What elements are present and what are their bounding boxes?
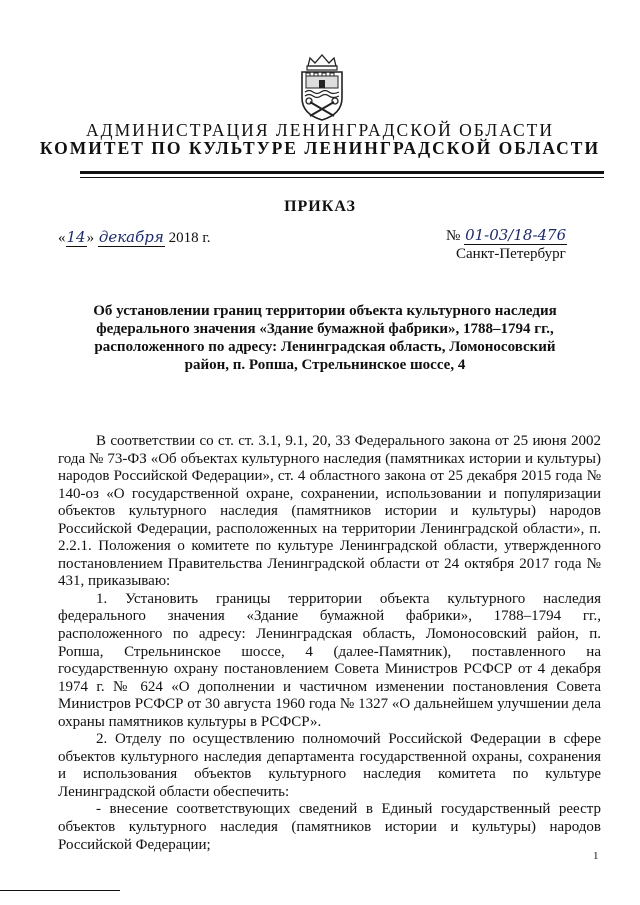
date-day: 14	[66, 228, 86, 246]
item-2-paragraph: 2. Отделу по осуществлению полномочий Российской Федерации в сфере объектов культурного наследия департамента государственной охраны, сохранения и использования объектов культурного наследия комитета по культуре Ленинградской области обеспечить:	[58, 731, 601, 800]
number-value: 01-03/18-476	[465, 226, 567, 244]
order-subject: Об установлении границ территории объекта культурного наследия федерального значения «Здание бумажной фабрики», 1788–1794 гг., расположенного по адресу: Ленинградская область, Ломоносовский район, п. Ропша, Стрельнинское шоссе, 4	[93, 303, 557, 373]
date-month: декабря	[98, 228, 164, 246]
order-body	[58, 433, 601, 854]
order-city: Санкт-Петербург	[456, 246, 566, 262]
item-2-bullet: - внесение соответствующих сведений в Единый государственный реестр объектов культурного наследия (памятников истории и культуры) народов Российской Федерации;	[58, 801, 601, 853]
order-number	[446, 226, 567, 245]
preamble-paragraph: В соответствии со ст. ст. 3.1, 9.1, 20, 33 Федерального закона от 25 июня 2002 года № 73-ФЗ «Об объектах культурного наследия (памятниках истории и культуры) народов Российской Федерации», ст. 4 областного закона от 25 декабря 2015 года № 140-оз «О государственной охране, сохранении, использовании и популяризации объектов культурного наследия (памятников истории и культуры) народов Российской Федерации, расположенных на территории Ленинградской области», п. 2.2.1. Положения о комитете по культуре Ленинградской области, утвержденного постановлением Правительства Ленинградской области от 24 октября 2017 года № 431, приказываю:	[58, 433, 601, 590]
header-divider-thick	[80, 171, 604, 174]
date-year: 2018 г.	[168, 230, 211, 246]
item-1-paragraph: 1. Установить границы территории объекта культурного наследия федерального значения «Здание бумажной фабрики», 1788–1794 гг., расположенного по адресу: Ленинградская область, Ломоносовский район, п. Ропша, Стрельнинское шоссе, 4 (далее-Памятник), поставленного на государственную охрану постановлением Совета Министров РСФСР от 4 декабря 1974 г. № 624 «О дополнении и частичном изменении постановления Совета Министров РСФСР от 30 августа 1960 года № 1327 «О дальнейшем улучшении дела охраны памятников культуры в РСФСР».	[58, 590, 601, 730]
number-sign: №	[446, 228, 461, 244]
order-date: «14» декабря 2018 г.	[58, 228, 211, 246]
footer-rule	[0, 890, 120, 891]
order-title: ПРИКАЗ	[284, 198, 356, 215]
header-divider-thin	[80, 177, 604, 178]
administration-heading: АДМИНИСТРАЦИЯ ЛЕНИНГРАДСКОЙ ОБЛАСТИ	[86, 120, 554, 140]
page-number: 1	[593, 850, 599, 862]
coat-of-arms-emblem	[294, 52, 350, 122]
committee-heading: КОМИТЕТ ПО КУЛЬТУРЕ ЛЕНИНГРАДСКОЙ ОБЛАСТИ	[39, 138, 601, 158]
